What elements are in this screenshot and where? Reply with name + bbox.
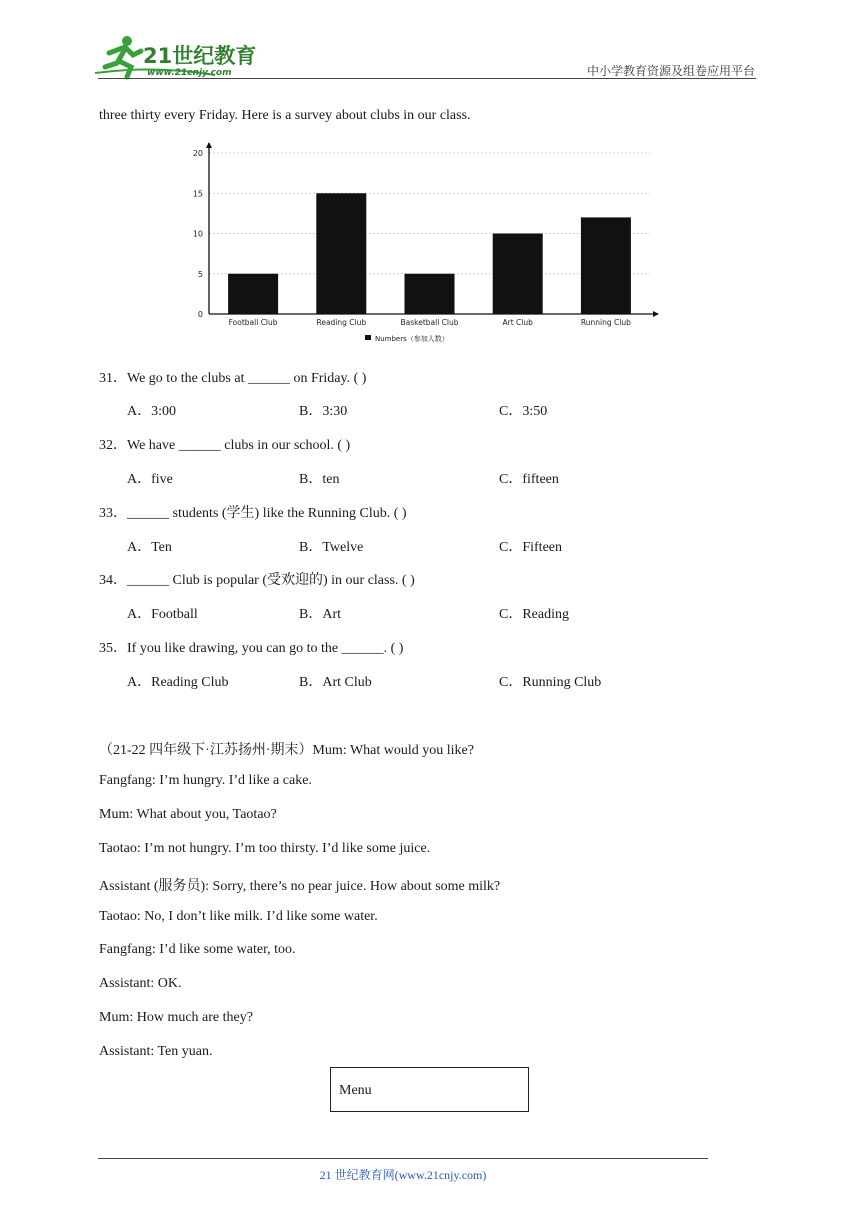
question-number: 33． bbox=[99, 506, 127, 521]
bar bbox=[316, 193, 366, 314]
question-1-option-c[interactable]: C．3:50 bbox=[499, 404, 548, 419]
dialogue-line: Taotao: I’m not hungry. I’m too thirsty. I’d like some juice. bbox=[99, 840, 431, 856]
x-tick-label: Basketball Club bbox=[400, 318, 459, 327]
y-tick-label: 20 bbox=[192, 149, 203, 158]
question-1 bbox=[99, 367, 366, 387]
x-tick-label: Art Club bbox=[502, 318, 533, 327]
intro-text: three thirty every Friday. Here is a survey about clubs in our class. bbox=[99, 108, 471, 123]
dialogue-line: Mum: What about you, Taotao? bbox=[99, 806, 277, 822]
header-platform-text: 中小学教育资源及组卷应用平台 bbox=[586, 64, 755, 78]
question-4-option-c[interactable]: C．Reading bbox=[499, 607, 569, 622]
question-text: ______ students (学生) like the Running Club. ( ) bbox=[127, 506, 407, 521]
legend-swatch bbox=[365, 335, 371, 340]
question-number: 32． bbox=[99, 438, 127, 453]
question-4 bbox=[99, 569, 415, 589]
x-axis-arrow bbox=[653, 311, 659, 317]
y-tick-label: 10 bbox=[192, 229, 203, 239]
y-axis-arrow bbox=[206, 142, 212, 148]
bar bbox=[228, 274, 278, 314]
question-text: We go to the clubs at ______ on Friday. ( ) bbox=[127, 371, 367, 386]
footer-text: 21 世纪教育网(www.21cnjy.com) bbox=[319, 1168, 487, 1182]
club-survey-chart bbox=[175, 135, 665, 347]
y-tick-label: 15 bbox=[192, 189, 203, 199]
question-5-option-c[interactable]: C．Running Club bbox=[499, 675, 602, 690]
dialogue-line: Assistant: Ten yuan. bbox=[99, 1044, 213, 1060]
y-tick-label: 0 bbox=[197, 310, 203, 319]
question-2-option-a[interactable]: A．five bbox=[127, 472, 173, 487]
menu-label: Menu bbox=[339, 1083, 372, 1098]
dialogue-line: Fangfang: I’d like some water, too. bbox=[99, 942, 296, 958]
y-tick-label: 5 bbox=[197, 269, 203, 279]
question-2 bbox=[99, 434, 350, 454]
question-5-option-b[interactable]: B．Art Club bbox=[299, 675, 372, 690]
question-1-option-b[interactable]: B．3:30 bbox=[299, 404, 348, 419]
question-3 bbox=[99, 502, 407, 522]
menu-box bbox=[330, 1067, 529, 1112]
question-2-option-b[interactable]: B．ten bbox=[299, 472, 340, 487]
question-3-option-a[interactable]: A．Ten bbox=[127, 540, 172, 555]
x-tick-label: Football Club bbox=[228, 318, 278, 327]
question-2-option-c[interactable]: C．fifteen bbox=[499, 472, 559, 487]
site-logo bbox=[95, 35, 265, 80]
x-tick-label: Reading Club bbox=[316, 318, 367, 327]
dialogue-line: Mum: How much are they? bbox=[99, 1010, 253, 1026]
dialogue-line: Fangfang: I’m hungry. I’d like a cake. bbox=[99, 772, 312, 788]
question-4-option-a[interactable]: A．Football bbox=[127, 607, 198, 622]
question-text: We have ______ clubs in our school. ( ) bbox=[127, 438, 351, 453]
footer-divider bbox=[98, 1158, 708, 1159]
question-4-option-b[interactable]: B．Art bbox=[299, 607, 341, 622]
legend-label: Numbers（参加人数） bbox=[375, 335, 449, 343]
question-1-option-a[interactable]: A．3:00 bbox=[127, 404, 176, 419]
bar bbox=[405, 274, 455, 314]
question-5 bbox=[99, 637, 403, 657]
dialogue-line: Assistant (服务员): Sorry, there’s no pear juice. How about some milk? bbox=[99, 878, 501, 894]
x-tick-label: Running Club bbox=[580, 318, 631, 327]
question-text: ______ Club is popular (受欢迎的) in our class. ( ) bbox=[127, 573, 415, 588]
bar bbox=[581, 217, 631, 314]
question-3-option-c[interactable]: C．Fifteen bbox=[499, 540, 562, 555]
question-number: 31． bbox=[99, 371, 127, 386]
question-5-option-a[interactable]: A．Reading Club bbox=[127, 675, 229, 690]
logo-text: 21世纪教育 bbox=[143, 44, 257, 68]
question-text: If you like drawing, you can go to the ______. ( ) bbox=[127, 641, 404, 656]
question-number: 34． bbox=[99, 573, 127, 588]
question-number: 35． bbox=[99, 641, 127, 656]
dialogue-line: Taotao: No, I don’t like milk. I’d like some water. bbox=[99, 908, 378, 924]
logo-url: www.21cnjy.com bbox=[147, 68, 232, 78]
bar bbox=[493, 234, 543, 315]
dialogue-line: Assistant: OK. bbox=[99, 976, 182, 992]
question-3-option-b[interactable]: B．Twelve bbox=[299, 540, 364, 555]
header-divider bbox=[98, 78, 756, 79]
dialogue-line: （21-22 四年级下·江苏扬州·期末）Mum: What would you like? bbox=[99, 743, 474, 758]
